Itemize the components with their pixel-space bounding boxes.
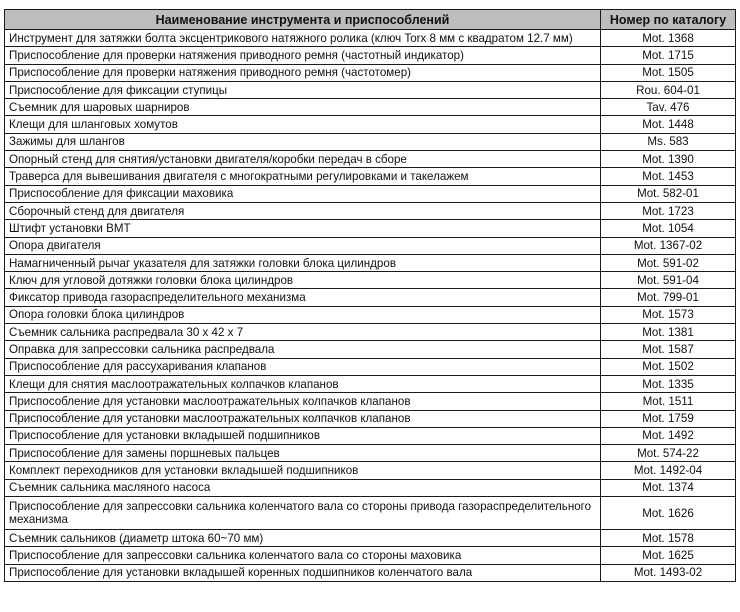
tool-name-cell: Ключ для угловой дотяжки головки блока цилиндров: [5, 272, 601, 289]
table-row: [5, 564, 736, 581]
tool-name-cell: Траверса для вывешивания двигателя с многократными регулировками и такелажем: [5, 168, 601, 185]
catalog-number-cell: Tav. 476: [601, 99, 736, 116]
table-row: [5, 462, 736, 479]
table-row: [5, 289, 736, 306]
table-row: [5, 427, 736, 444]
tool-name-cell: Клещи для шланговых хомутов: [5, 116, 601, 133]
table-row: [5, 47, 736, 64]
table-row: [5, 151, 736, 168]
tool-name-cell: Приспособление для установки вкладышей подшипников: [5, 427, 601, 444]
catalog-number-cell: Mot. 1626: [601, 497, 736, 530]
table-row: [5, 133, 736, 150]
catalog-number-cell: Mot. 1448: [601, 116, 736, 133]
tool-name-cell: Приспособление для запрессовки сальника коленчатого вала со стороны маховика: [5, 547, 601, 564]
table-row: [5, 237, 736, 254]
table-row: [5, 479, 736, 496]
tool-name-cell: Клещи для снятия маслоотражательных колпачков клапанов: [5, 375, 601, 392]
catalog-number-cell: Mot. 1374: [601, 479, 736, 496]
catalog-number-cell: Mot. 1453: [601, 168, 736, 185]
table-row: [5, 168, 736, 185]
table-row: [5, 254, 736, 271]
tool-name-cell: Сборочный стенд для двигателя: [5, 202, 601, 219]
table-row: [5, 99, 736, 116]
tools-table: [4, 9, 736, 582]
catalog-number-cell: Mot. 1715: [601, 47, 736, 64]
catalog-number-cell: Mot. 1587: [601, 341, 736, 358]
catalog-number-cell: Mot. 1054: [601, 220, 736, 237]
table-row: [5, 220, 736, 237]
catalog-number-cell: Mot. 1625: [601, 547, 736, 564]
table-row: [5, 324, 736, 341]
table-row: [5, 358, 736, 375]
catalog-number-cell: Mot. 1573: [601, 306, 736, 323]
tool-name-cell: Штифт установки ВМТ: [5, 220, 601, 237]
tool-name-cell: Оправка для запрессовки сальника распредвала: [5, 341, 601, 358]
tool-name-cell: Опорный стенд для снятия/установки двигателя/коробки передач в сборе: [5, 151, 601, 168]
tool-name-cell: Инструмент для затяжки болта эксцентрикового натяжного ролика (ключ Torx 8 мм с квадратом 12.7 мм): [5, 30, 601, 47]
table-row: [5, 410, 736, 427]
catalog-number-cell: Mot. 1505: [601, 64, 736, 81]
tool-name-cell: Съемник для шаровых шарниров: [5, 99, 601, 116]
tool-name-cell: Приспособление для установки вкладышей коренных подшипников коленчатого вала: [5, 564, 601, 581]
catalog-number-cell: Mot. 1492-04: [601, 462, 736, 479]
tool-name-cell: Приспособление для рассухаривания клапанов: [5, 358, 601, 375]
tool-name-cell: Приспособление для установки маслоотражательных колпачков клапанов: [5, 410, 601, 427]
tool-name-cell: Приспособление для проверки натяжения приводного ремня (частотомер): [5, 64, 601, 81]
table-row: [5, 393, 736, 410]
table-row: [5, 30, 736, 47]
catalog-number-cell: Mot. 1335: [601, 375, 736, 392]
tool-name-cell: Приспособление для фиксации ступицы: [5, 81, 601, 98]
tool-name-cell: Зажимы для шлангов: [5, 133, 601, 150]
header-row: [5, 10, 736, 30]
catalog-number-cell: Ms. 583: [601, 133, 736, 150]
catalog-number-cell: Mot. 1511: [601, 393, 736, 410]
tool-name-cell: Приспособление для фиксации маховика: [5, 185, 601, 202]
catalog-number-cell: Mot. 1492: [601, 427, 736, 444]
tool-name-cell: Опора двигателя: [5, 237, 601, 254]
tool-name-cell: Приспособление для запрессовки сальника коленчатого вала со стороны привода газораспределительного механизма: [5, 497, 601, 530]
tool-name-cell: Съемник сальника масляного насоса: [5, 479, 601, 496]
catalog-number-cell: Rou. 604-01: [601, 81, 736, 98]
catalog-number-cell: Mot. 582-01: [601, 185, 736, 202]
tool-name-cell: Приспособление для проверки натяжения приводного ремня (частотный индикатор): [5, 47, 601, 64]
table-row: [5, 445, 736, 462]
table-row: [5, 341, 736, 358]
table-row: [5, 64, 736, 81]
table-row: [5, 116, 736, 133]
tool-name-cell: Съемник сальника распредвала 30 x 42 x 7: [5, 324, 601, 341]
catalog-number-cell: Mot. 1759: [601, 410, 736, 427]
tool-name-cell: Комплект переходников для установки вкладышей подшипников: [5, 462, 601, 479]
catalog-number-cell: Mot. 1493-02: [601, 564, 736, 581]
catalog-number-cell: Mot. 1578: [601, 530, 736, 547]
catalog-number-cell: Mot. 1367-02: [601, 237, 736, 254]
catalog-number-cell: Mot. 799-01: [601, 289, 736, 306]
tool-name-cell: Опора головки блока цилиндров: [5, 306, 601, 323]
tool-name-cell: Фиксатор привода газораспределительного механизма: [5, 289, 601, 306]
catalog-number-cell: Mot. 1723: [601, 202, 736, 219]
table-row: [5, 530, 736, 547]
table-row: [5, 81, 736, 98]
tool-name-cell: Намагниченный рычаг указателя для затяжки головки блока цилиндров: [5, 254, 601, 271]
header-catalog-number: Номер по каталогу: [601, 10, 736, 30]
tool-name-cell: Съемник сальников (диаметр штока 60~70 мм): [5, 530, 601, 547]
table-row: [5, 375, 736, 392]
tool-name-cell: Приспособление для установки маслоотражательных колпачков клапанов: [5, 393, 601, 410]
catalog-number-cell: Mot. 1390: [601, 151, 736, 168]
catalog-number-cell: Mot. 1502: [601, 358, 736, 375]
table-body: [5, 30, 736, 582]
header-tool-name: Наименование инструмента и приспособлений: [5, 10, 601, 30]
table-row: [5, 497, 736, 530]
table-row: [5, 306, 736, 323]
table-row: [5, 272, 736, 289]
tool-name-cell: Приспособление для замены поршневых пальцев: [5, 445, 601, 462]
table-row: [5, 185, 736, 202]
catalog-number-cell: Mot. 1381: [601, 324, 736, 341]
catalog-number-cell: Mot. 591-02: [601, 254, 736, 271]
catalog-number-cell: Mot. 591-04: [601, 272, 736, 289]
table-row: [5, 547, 736, 564]
catalog-number-cell: Mot. 1368: [601, 30, 736, 47]
catalog-number-cell: Mot. 574-22: [601, 445, 736, 462]
table-row: [5, 202, 736, 219]
